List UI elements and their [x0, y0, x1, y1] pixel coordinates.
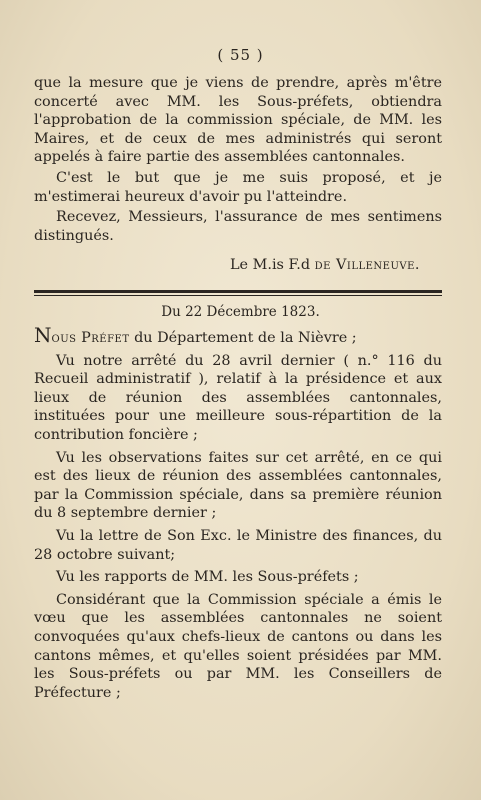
decree-opening	[34, 323, 442, 348]
decree-paragraph-4: Vu les rapports de MM. les Sous-préfets ;	[56, 569, 359, 586]
signature	[0, 257, 420, 273]
intro-paragraph-3: Recevez, Messieurs, l'assurance de mes sentimens distingués.	[34, 209, 442, 244]
decree-paragraph-3: Vu la lettre de Son Exc. le Ministre des finances, du 28 octobre suivant;	[34, 527, 442, 563]
title-word: Préfet	[81, 330, 130, 346]
decree-section	[34, 323, 442, 702]
decree-date: Du 22 Décembre 1823.	[161, 304, 320, 320]
decree-paragraph-2: Vu les observations faites sur cet arrêté, en ce qui est des lieux de réunion des assemblées cantonnales, par la Commission spéciale, dans sa première réunion du 8 septembre dernier ;	[34, 449, 442, 522]
page-number: ( 55 )	[217, 46, 264, 64]
signature-name: de Villeneuve.	[314, 257, 420, 273]
separator-rule-thin	[34, 295, 442, 296]
separator-rule-thick	[34, 290, 442, 293]
intro-section	[34, 74, 442, 245]
decree-paragraph-5: Considérant que la Commission spéciale a émis le vœu que les assemblées cantonnales ne soient convoquées qu'aux chefs-lieux de cantons ou dans les cantons mêmes, et qu'elles soient présidées par MM. les Sous-préfets ou par MM. les Conseillers de Préfecture ;	[34, 591, 442, 701]
drop-initial: N	[34, 323, 52, 347]
signature-prefix: Le M.is F.d	[229, 257, 311, 273]
opening-tail: du Département de la Nièvre ;	[134, 330, 357, 346]
decree-paragraph-1: Vu notre arrêté du 28 avril dernier ( n.° 116 du Recueil administratif ), relatif à la présidence et aux lieux de réunion des assemblées cantonnales, instituées pour une meilleure sous-répartition de la contribution foncière ;	[34, 352, 442, 443]
intro-paragraph-1: que la mesure que je viens de prendre, après m'être concerté avec MM. les Sous-préfets, obtiendra l'approbation de la commission spéciale, de MM. les Maires, et de ceux de mes administrés qui seront appelés à faire partie des assemblées cantonnales.	[34, 75, 442, 166]
intro-paragraph-2: C'est le but que je me suis proposé, et je m'estimerai heureux d'avoir pu l'atteindre.	[34, 169, 442, 205]
opening-word: ous	[51, 330, 77, 346]
